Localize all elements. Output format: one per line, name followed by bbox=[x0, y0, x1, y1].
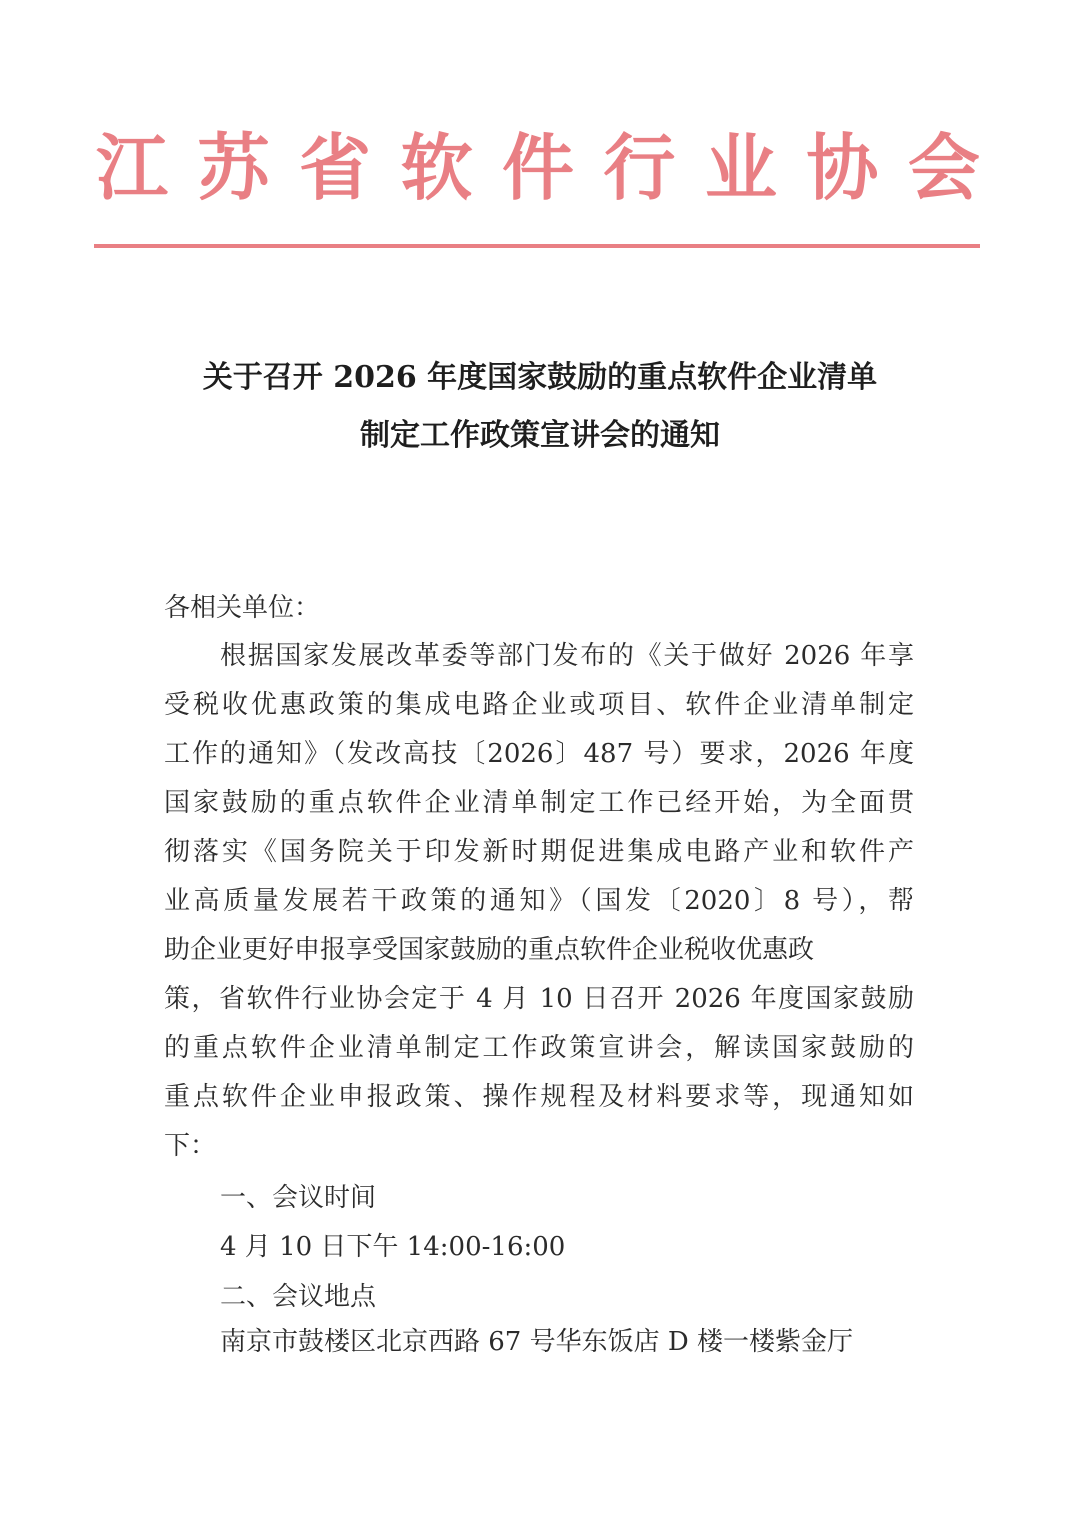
letterhead-char: 苏 bbox=[197, 126, 270, 210]
paragraph-line: 受税收优惠政策的集成电路企业或项目、软件企业清单制定 bbox=[164, 690, 914, 720]
paragraph-line: 国家鼓励的重点软件企业清单制定工作已经开始，为全面贯 bbox=[164, 788, 914, 818]
paragraph-line: 工作的通知》（发改高技〔2026〕487 号）要求，2026 年度 bbox=[164, 739, 914, 769]
meeting-time: 4 月 10 日下午 14:00-16:00 bbox=[220, 1232, 566, 1262]
paragraph-line: 根据国家发展改革委等部门发布的《关于做好 2026 年享 bbox=[220, 641, 914, 671]
paragraph-line: 下： bbox=[164, 1131, 217, 1161]
document-title-line-2: 制定工作政策宣讲会的通知 bbox=[360, 418, 720, 453]
paragraph-line: 业高质量发展若干政策的通知》（国发〔2020〕8 号），帮 bbox=[164, 886, 914, 916]
meeting-location: 南京市鼓楼区北京西路 67 号华东饭店 D 楼一楼紫金厅 bbox=[220, 1327, 853, 1357]
document-title-line-1: 关于召开 2026 年度国家鼓励的重点软件企业清单 bbox=[202, 360, 878, 395]
letterhead-char: 协 bbox=[806, 126, 879, 210]
letterhead-char: 省 bbox=[298, 126, 371, 210]
section-heading-meeting-time: 一、会议时间 bbox=[220, 1183, 377, 1213]
letterhead-char: 软 bbox=[400, 126, 473, 210]
paragraph-line: 重点软件企业申报政策、操作规程及材料要求等，现通知如 bbox=[164, 1082, 914, 1112]
letterhead-char: 江 bbox=[96, 126, 169, 210]
letterhead-char: 件 bbox=[501, 126, 574, 210]
letterhead-char: 行 bbox=[603, 126, 676, 210]
letterhead-char: 会 bbox=[907, 126, 980, 210]
letterhead-char: 业 bbox=[704, 126, 777, 210]
letterhead-org-name bbox=[96, 118, 980, 218]
section-heading-meeting-location: 二、会议地点 bbox=[220, 1282, 377, 1312]
paragraph-line: 彻落实《国务院关于印发新时期促进集成电路产业和软件产 bbox=[164, 837, 914, 867]
paragraph-line: 的重点软件企业清单制定工作政策宣讲会，解读国家鼓励的 bbox=[164, 1033, 914, 1063]
paragraph-line: 助企业更好申报享受国家鼓励的重点软件企业税收优惠政 bbox=[164, 935, 815, 965]
salutation: 各相关单位： bbox=[164, 593, 321, 623]
paragraph-line: 策，省软件行业协会定于 4 月 10 日召开 2026 年度国家鼓励 bbox=[164, 984, 914, 1014]
letterhead-divider bbox=[94, 244, 980, 248]
